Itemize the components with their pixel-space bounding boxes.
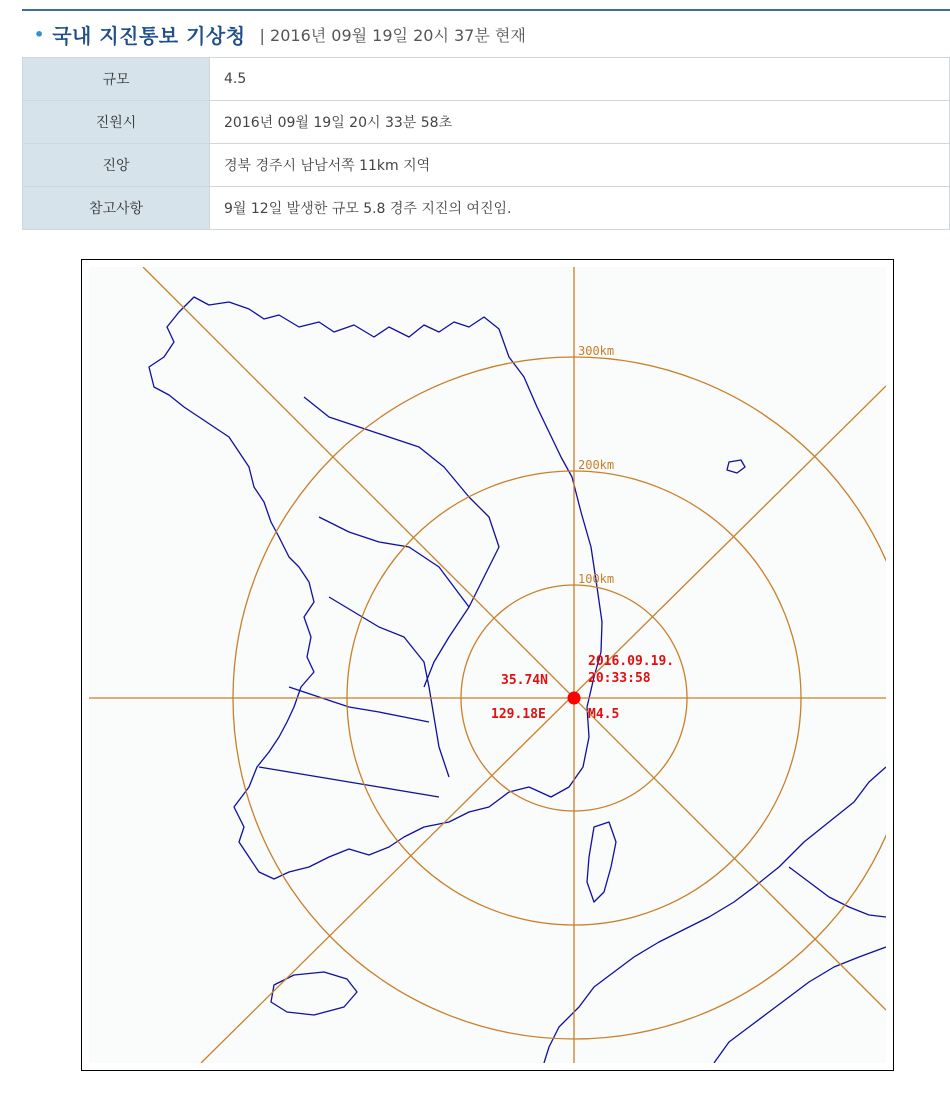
ring-label-200km: 200km	[578, 458, 615, 472]
table-row	[23, 101, 950, 144]
diagonal-axis	[143, 267, 886, 1010]
table-row	[23, 58, 950, 101]
epicenter-label: 진앙	[23, 144, 210, 187]
epicenter-labels	[491, 654, 674, 722]
magnitude-label: 규모	[23, 58, 210, 101]
header-bar	[22, 9, 950, 57]
province-border	[259, 767, 439, 797]
origin-time-value: 2016년 09월 19일 20시 33분 58초	[210, 101, 950, 144]
notes-value: 9월 12일 발생한 규모 5.8 경주 지진의 여진임.	[210, 187, 950, 230]
tsushima-island	[587, 822, 616, 902]
magnitude-value: 4.5	[210, 58, 950, 101]
map-canvas	[89, 267, 886, 1063]
province-border	[304, 397, 499, 687]
province-border	[319, 517, 469, 607]
table-row	[23, 187, 950, 230]
japan-coastline	[544, 767, 886, 1063]
ulleung-island	[727, 460, 745, 473]
table-row	[23, 144, 950, 187]
magnitude-marker-label: M4.5	[588, 707, 620, 722]
time-label: 20:33:58	[588, 671, 651, 686]
ring-label-100km: 100km	[578, 572, 615, 586]
latitude-label: 35.74N	[501, 673, 548, 688]
epicenter-marker	[568, 692, 581, 705]
japan-coastline	[714, 947, 886, 1063]
bullet-icon: •	[34, 24, 45, 44]
date-label: 2016.09.19.	[588, 654, 675, 669]
range-rings	[89, 267, 886, 1063]
ring-labels	[578, 344, 614, 586]
epicenter-map	[81, 259, 894, 1071]
province-border	[289, 687, 429, 722]
origin-time-label: 진원시	[23, 101, 210, 144]
earthquake-info-table	[22, 57, 950, 230]
japan-coastline	[789, 867, 886, 917]
ring-label-300km: 300km	[578, 344, 615, 358]
longitude-label: 129.18E	[491, 707, 546, 722]
epicenter-value: 경북 경주시 남남서쪽 11km 지역	[210, 144, 950, 187]
report-time: | 2016년 09월 19일 20시 37분 현재	[259, 25, 526, 45]
diagonal-axis	[201, 386, 886, 1063]
notes-label: 참고사항	[23, 187, 210, 230]
map-svg	[89, 267, 886, 1063]
page-title: 국내 지진통보 기상청	[52, 23, 246, 48]
jeju-island	[271, 972, 357, 1015]
